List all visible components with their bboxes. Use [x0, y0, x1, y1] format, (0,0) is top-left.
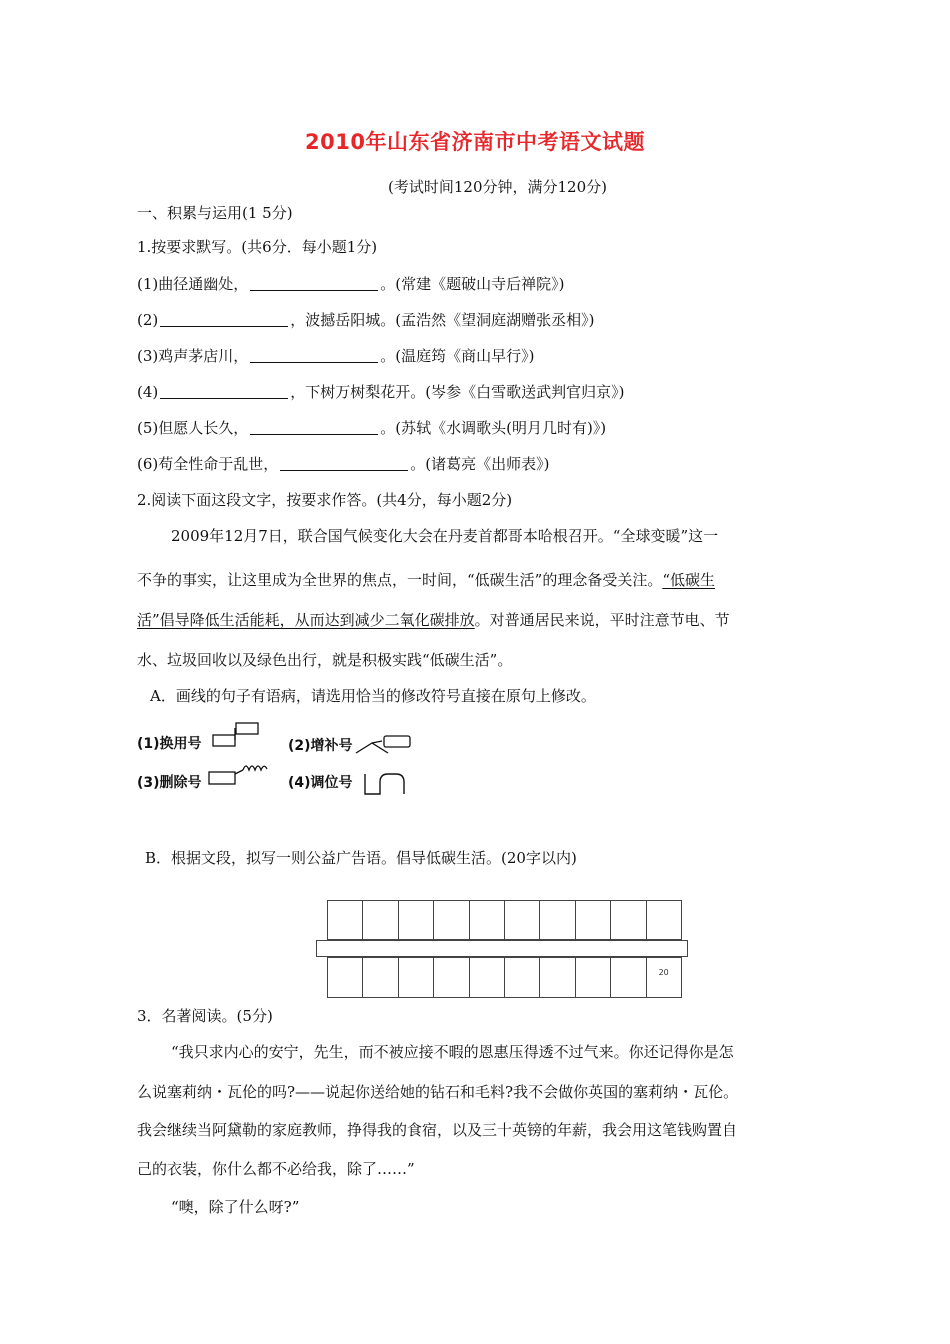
recitation-item: (2) ，波撼岳阳城。(孟浩然《望洞庭湖赠张丞相》)	[137, 311, 595, 329]
grid-cell[interactable]	[646, 957, 682, 998]
passage-line: 2009年12月7日，联合国气候变化大会在丹麦首都哥本哈根召开。“全球变暖”这一	[171, 527, 719, 545]
grid-cell[interactable]	[398, 957, 434, 998]
grid-cell[interactable]	[433, 957, 469, 998]
section-heading: 一、积累与运用(1 5分)	[137, 204, 293, 222]
grid-cell[interactable]	[610, 900, 646, 940]
grid-cell[interactable]	[327, 900, 363, 940]
symbol-label: (4)调位号	[288, 775, 353, 791]
recitation-item: (1)曲径通幽处， 。(常建《题破山寺后禅院》)	[137, 275, 565, 293]
symbol-label: (1)换用号	[137, 736, 202, 752]
recitation-item: (3)鸡声茅店川， 。(温庭筠《商山早行》)	[137, 347, 535, 365]
transpose-mark-icon	[362, 770, 408, 798]
symbol-label: (3)删除号	[137, 775, 202, 791]
grid-count-label: 20	[658, 968, 669, 977]
underlined-sentence: “低碳生	[662, 571, 716, 589]
recitation-item: (5)但愿人长久， 。(苏轼《水调歌头(明月几时有)》)	[137, 419, 607, 437]
grid-cell[interactable]	[469, 957, 505, 998]
excerpt-line: 么说塞莉纳・瓦伦的吗?——说起你送给她的钻石和毛料?我不会做你英国的塞莉纳・瓦伦。	[137, 1083, 739, 1101]
delete-mark-icon	[207, 760, 271, 788]
grid-cell[interactable]	[575, 957, 611, 998]
grid-cell[interactable]	[539, 900, 575, 940]
question-2-prompt: 2.阅读下面这段文字，按要求作答。(共4分，每小题2分)	[137, 491, 513, 509]
subquestion-a: A．画线的句子有语病，请选用恰当的修改符号直接在原句上修改。	[150, 687, 596, 705]
passage-line: 不争的事实，让这里成为全世界的焦点，一时间，“低碳生活”的理念备受关注。“低碳生	[137, 571, 716, 589]
grid-cell[interactable]	[504, 957, 540, 998]
excerpt-line: 己的衣装，你什么都不必给我，除了……”	[137, 1160, 415, 1178]
passage-line: 水、垃圾回收以及绿色出行，就是积极实践“低碳生活”。	[137, 651, 513, 669]
excerpt-line: “噢，除了什么呀?”	[171, 1198, 300, 1216]
recitation-item: (6)苟全性命于乱世， 。(诸葛亮《出师表》)	[137, 455, 550, 473]
grid-cell[interactable]	[362, 900, 398, 940]
answer-grid[interactable]	[318, 900, 690, 1000]
grid-cell[interactable]	[469, 900, 505, 940]
grid-cell[interactable]	[575, 900, 611, 940]
exam-info: (考试时间120分钟，满分120分)	[388, 178, 607, 196]
grid-cell[interactable]	[610, 957, 646, 998]
excerpt-line: 我会继续当阿黛勒的家庭教师，挣得我的食宿，以及三十英镑的年薪，我会用这笔钱购置自	[137, 1121, 738, 1139]
excerpt-line: “我只求内心的安宁，先生，而不被应接不暇的恩惠压得透不过气来。你还记得你是怎	[171, 1043, 734, 1061]
grid-divider	[316, 940, 688, 957]
page-title: 2010年山东省济南市中考语文试题	[305, 130, 645, 154]
recitation-item: (4) ，下树万树梨花开。(岑参《白雪歌送武判官归京》)	[137, 383, 625, 401]
answer-blank[interactable]	[160, 312, 288, 327]
question-1-prompt: 1.按要求默写。(共6分．每小题1分)	[137, 238, 378, 256]
question-3-prompt: 3．名著阅读。(5分)	[137, 1007, 273, 1025]
underlined-sentence: 活”倡导降低生活能耗，从而达到减少二氧化碳排放	[137, 611, 475, 629]
answer-blank[interactable]	[280, 456, 408, 471]
answer-blank[interactable]	[250, 420, 378, 435]
replace-mark-icon	[212, 722, 262, 748]
symbol-label: (2)增补号	[288, 738, 353, 754]
grid-cell[interactable]	[539, 957, 575, 998]
passage-line: 活”倡导降低生活能耗，从而达到减少二氧化碳排放。对普通居民来说，平时注意节电、节	[137, 611, 730, 629]
subquestion-b: B．根据文段，拟写一则公益广告语。倡导低碳生活。(20字以内)	[145, 849, 577, 867]
insert-mark-icon	[354, 733, 414, 755]
answer-blank[interactable]	[250, 348, 378, 363]
answer-blank[interactable]	[250, 276, 378, 291]
grid-cell[interactable]	[433, 900, 469, 940]
grid-cell[interactable]	[398, 900, 434, 940]
answer-blank[interactable]	[160, 384, 288, 399]
grid-cell[interactable]	[504, 900, 540, 940]
grid-cell[interactable]	[327, 957, 363, 998]
grid-cell[interactable]	[362, 957, 398, 998]
grid-cell[interactable]	[646, 900, 682, 940]
